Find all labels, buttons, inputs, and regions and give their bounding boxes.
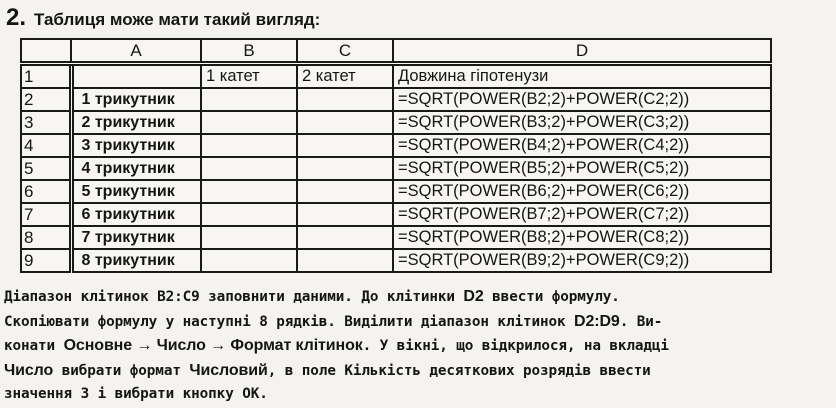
task-number: 2. [6,4,27,31]
table-row [21,88,771,111]
paragraph-line [4,310,830,335]
row-number: 2 [21,88,71,111]
table-row [21,157,771,180]
table-row [21,64,771,89]
row-number: 4 [21,134,71,157]
cell-d-formula: =SQRT(POWER(B5;2)+POWER(C5;2)) [393,157,771,180]
task-heading [6,4,320,32]
cell-a: 5 трикутник [71,180,201,203]
table-row [21,180,771,203]
cell-b [201,249,297,272]
cell-d-formula: =SQRT(POWER(B3;2)+POWER(C3;2)) [393,111,771,134]
cell-a: 8 трикутник [71,249,201,272]
paragraph-line [4,359,830,384]
cell-d-formula: =SQRT(POWER(B2;2)+POWER(C2;2)) [393,88,771,111]
spreadsheet-table [20,38,772,273]
text-span: , в поле Кількість десяткових розрядів ввести [267,362,651,379]
cell-c [297,88,393,111]
paragraph-line [4,383,830,407]
cell-d-formula: =SQRT(POWER(B6;2)+POWER(C6;2)) [393,180,771,203]
cell-a: 1 трикутник [71,88,201,111]
row-number: 1 [21,64,71,89]
cell-d-formula: =SQRT(POWER(B7;2)+POWER(C7;2)) [393,203,771,226]
text-span: вибрати формат [53,362,190,379]
cell-d-formula: =SQRT(POWER(B9;2)+POWER(C9;2)) [393,249,771,272]
cell-c [297,157,393,180]
cell-c [297,111,393,134]
column-header-row [21,39,771,64]
cell-c [297,226,393,249]
cell-b [201,111,297,134]
cell-b [201,226,297,249]
range-ref: D2:D9 [574,312,620,330]
text-span: Діапазон клітинок B2:C9 заповнити даними. До клітинки [4,289,464,305]
cell-a: 7 трикутник [71,226,201,249]
text-span: ввести формулу. [483,289,620,305]
cell-a: 3 трикутник [71,134,201,157]
format-name: Числовий [189,361,268,379]
row-number: 8 [21,226,71,249]
cell-a: 2 трикутник [71,111,201,134]
menu-path: Основне → Число → Формат клітинок [63,337,363,354]
row-number: 3 [21,111,71,134]
table-row [21,249,771,272]
text-span: Скопіювати формулу у наступні 8 рядків. Виділити діапазон клітинок [4,313,574,330]
cell-a: 6 трикутник [71,203,201,226]
cell-b [201,134,297,157]
text-span: . Ви- [619,313,663,330]
cell-c [297,180,393,203]
cell-b [201,157,297,180]
column-header-b: B [201,39,297,64]
cell-b [201,180,297,203]
cell-d1: Довжина гіпотенузи [393,64,771,89]
table-row [21,134,771,157]
row-number: 7 [21,203,71,226]
row-number: 6 [21,180,71,203]
cell-c [297,249,393,272]
task-title: Таблиця може мати такий вигляд: [34,10,321,29]
cell-ref: D2 [463,288,484,305]
cell-a1 [71,64,201,89]
cell-d-formula: =SQRT(POWER(B8;2)+POWER(C8;2)) [393,226,771,249]
cell-c [297,134,393,157]
text-span: конати [4,338,64,354]
table-row [21,203,771,226]
cell-b [201,88,297,111]
table-row [21,111,771,134]
text-span: . У вікні, що відкрилося, на вкладці [362,338,669,354]
cell-a: 4 трикутник [71,157,201,180]
table-row [21,226,771,249]
column-header-c: C [297,39,393,64]
paragraph-line [4,334,830,359]
cell-c [297,203,393,226]
cell-b [201,203,297,226]
cell-d-formula: =SQRT(POWER(B4;2)+POWER(C4;2)) [393,134,771,157]
row-number: 5 [21,157,71,180]
paragraph-line [4,285,830,310]
corner-cell [21,39,71,64]
text-span: значення 3 і вибрати кнопку ОК. [4,386,268,402]
column-header-a: A [71,39,201,64]
column-header-d: D [393,39,771,64]
instruction-paragraph [4,285,830,407]
cell-b1: 1 катет [201,64,297,89]
row-number: 9 [21,249,71,272]
cell-c1: 2 катет [297,64,393,89]
tab-name: Число [4,361,54,379]
